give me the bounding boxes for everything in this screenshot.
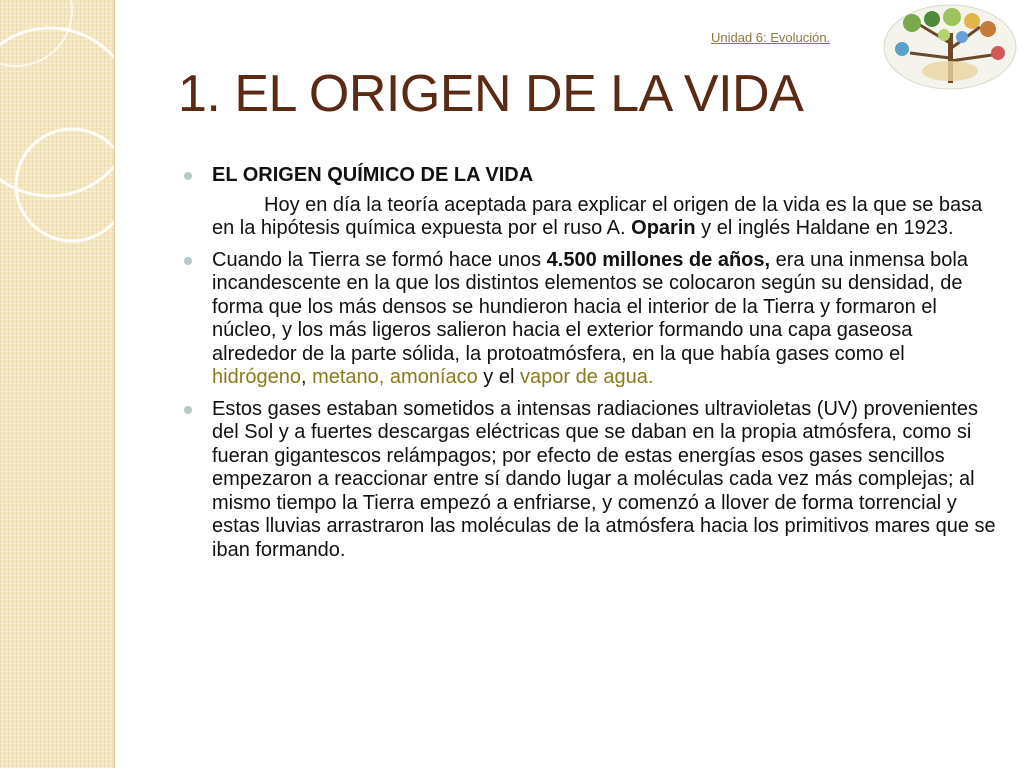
highlight-hidrogeno: hidrógeno (212, 366, 301, 388)
page-title: 1. EL ORIGEN DE LA VIDA (178, 65, 804, 123)
side-decor-panel (0, 0, 115, 768)
paragraph-1-text-a: Hoy en día la teoría aceptada para explicar el origen de la vida es la que se basa en la hipótesis química expuesta por el ruso A. (212, 193, 983, 239)
bullet-dot-icon (184, 406, 192, 414)
slide-content (180, 164, 1000, 562)
paragraph-2-sep-1: , (300, 366, 313, 388)
paragraph-1-text-b: y el inglés Haldane en 1923. (695, 217, 954, 239)
paragraph-1 (212, 194, 1000, 241)
paragraph-3: Estos gases estaban sometidos a intensas radiaciones ultravioletas (UV) provenientes del Sol y a fuertes descargas eléctricas que se daban en la propia atmósfera, como si fueran gigantescos relámpagos; por efecto de estas energías esos gases sencillos empezaron a reaccionar entre sí dando lugar a moléculas cada vez más complejas; al mismo tiempo la Tierra empezó a enfriarse, y comenzó a llover de forma torrencial y estas lluvias arrastraron las moléculas de la atmósfera hacia los primitivos mares que se iban formando. (212, 397, 996, 561)
phylogenetic-tree-image (880, 3, 1020, 91)
bullet-dot-icon (184, 257, 192, 265)
circle-decor-icon (0, 0, 114, 768)
paragraph-2 (212, 249, 1000, 390)
paragraph-2-text-a: Cuando la Tierra se formó hace unos (212, 248, 547, 271)
paragraph-2-bold: 4.500 millones de años, (546, 248, 771, 271)
highlight-metano-amoniaco: metano, amoníaco (312, 366, 478, 388)
bullet-dot-icon (184, 172, 192, 180)
section-heading: EL ORIGEN QUÍMICO DE LA VIDA (212, 164, 534, 186)
unit-link[interactable]: Unidad 6: Evolución. (711, 30, 831, 45)
paragraph-2-sep-2: y el (477, 366, 520, 388)
highlight-vapor-de-agua: vapor de agua. (520, 366, 654, 388)
bullet-item-3 (180, 398, 1000, 563)
bullet-item-2 (180, 249, 1000, 390)
paragraph-1-bold: Oparin (631, 217, 696, 239)
bullet-item-1 (180, 164, 1000, 241)
paragraph-2-text-b: era una inmensa bola incandescente en la que los distintos elementos se colocaron según su densidad, de forma que los más densos se hundieron hacia el interior de la Tierra y formaron el núcleo, y los más ligeros salieron hacia el exterior formando una capa gaseosa alrededor de la parte sólida, la protoatmósfera, en la que había gases como el (212, 248, 968, 365)
